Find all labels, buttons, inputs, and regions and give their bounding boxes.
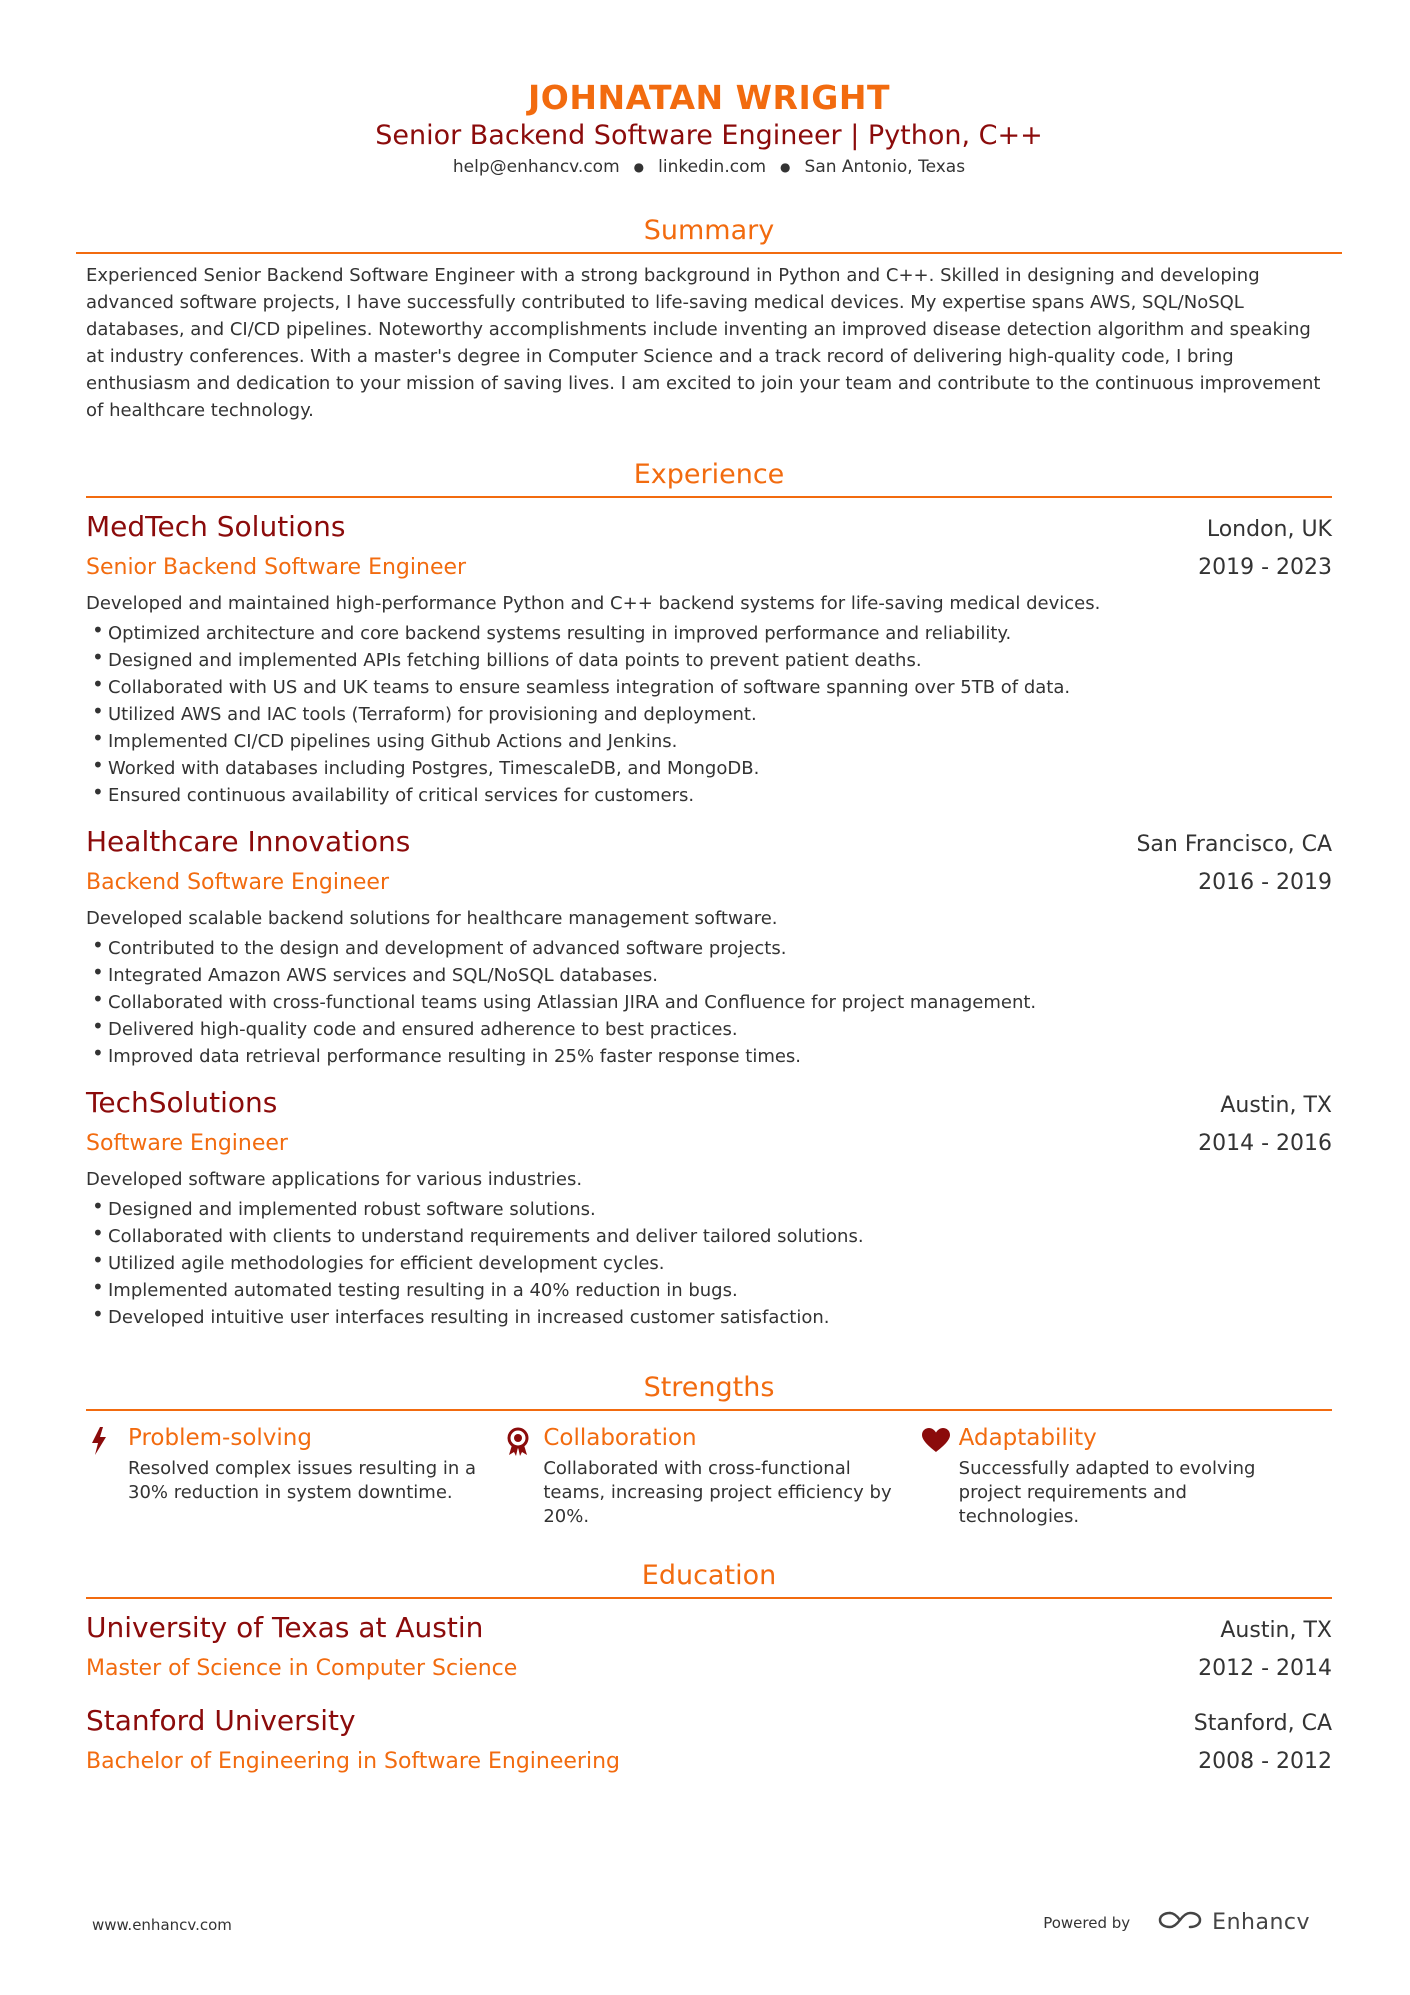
job-location: London, UK [1206, 517, 1332, 542]
section-heading-summary: Summary [643, 215, 775, 246]
strength-description: Resolved complex issues resulting in a 30% reduction in system downtime. [128, 1458, 477, 1503]
list-item: • Implemented automated testing resulting in a 40% reduction in bugs. [86, 1277, 1332, 1304]
summary-text: Experienced Senior Backend Software Engineer with a strong background in Python and C++. Skilled in designing and developing advanced software projects, I have successfully contributed to life-saving medical devices. My expertise spans AWS, SQL/NoSQL databases, and CI/CD pipelines. Noteworthy accomplishments include inventing an improved disease detection algorithm and speaking at industry conferences. With a master's degree in Computer Science and a track record of delivering high-quality code, I bring enthusiasm and dedication to your mission of saving lives. I am excited to join your team and contribute to the continuous improvement of healthcare technology. [86, 265, 1321, 421]
education-dates: 2012 - 2014 [1198, 1656, 1332, 1681]
education-degree: Bachelor of Engineering in Software Engineering [86, 1749, 620, 1774]
job-entry [86, 823, 1332, 1070]
section-heading-education: Education [641, 1560, 777, 1591]
separator-dot: ● [633, 160, 645, 174]
list-item: • Improved data retrieval performance resulting in 25% faster response times. [86, 1043, 1332, 1070]
list-item: • Collaborated with cross-functional teams using Atlassian JIRA and Confluence for project management. [86, 989, 1332, 1016]
job-entry [86, 508, 1332, 809]
list-item: • Contributed to the design and development of advanced software projects. [86, 935, 1332, 962]
section-divider [86, 1409, 1332, 1411]
education-location: Stanford, CA [1193, 1711, 1332, 1736]
list-item: • Designed and implemented robust software solutions. [86, 1196, 1332, 1223]
strength-item [917, 1421, 1332, 1529]
candidate-name: JOHNATAN WRIGHT [528, 78, 890, 117]
job-dates: 2019 - 2023 [1198, 555, 1332, 580]
footer-branding [1043, 1908, 1310, 1937]
job-location: Austin, TX [1220, 1093, 1332, 1118]
job-company: Healthcare Innovations [86, 825, 411, 858]
powered-by-label: Powered by [1043, 1913, 1131, 1932]
job-role: Backend Software Engineer [86, 870, 390, 895]
job-company: TechSolutions [86, 1086, 278, 1119]
candidate-title: Senior Backend Software Engineer | Python, C++ [375, 120, 1043, 151]
job-description: Developed software applications for various industries. [86, 1169, 583, 1190]
experience-section [86, 458, 1332, 1331]
separator-dot: ● [780, 160, 791, 174]
job-description: Developed scalable backend solutions for healthcare management software. [86, 908, 778, 929]
job-bullets [86, 1196, 1332, 1331]
section-divider [86, 1597, 1332, 1599]
heart-icon [917, 1421, 959, 1529]
strength-title: Problem-solving [128, 1425, 312, 1451]
education-school: University of Texas at Austin [86, 1611, 484, 1644]
list-item: • Optimized architecture and core backend systems resulting in improved performance and reliability. [86, 620, 1332, 647]
strength-title: Collaboration [543, 1425, 697, 1451]
strengths-section [86, 1371, 1332, 1529]
list-item: • Utilized AWS and IAC tools (Terraform) for provisioning and deployment. [86, 701, 1332, 728]
list-item: • Implemented CI/CD pipelines using Github Actions and Jenkins. [86, 728, 1332, 755]
education-entry [86, 1702, 1332, 1781]
job-dates: 2014 - 2016 [1198, 1131, 1332, 1156]
contact-location: San Antonio, Texas [804, 157, 966, 177]
award-icon [501, 1421, 543, 1529]
contact-email[interactable]: help@enhancv.com [452, 157, 620, 177]
footer-website[interactable]: www.enhancv.com [92, 1916, 232, 1934]
strengths-list [86, 1421, 1332, 1529]
job-description: Developed and maintained high-performance Python and C++ backend systems for life-saving medical devices. [86, 593, 1101, 614]
job-entry [86, 1084, 1332, 1331]
education-entry [86, 1609, 1332, 1688]
strength-title: Adaptability [958, 1425, 1097, 1451]
section-heading-experience: Experience [633, 459, 785, 490]
enhancv-logo-icon [1156, 1908, 1204, 1937]
list-item: • Ensured continuous availability of critical services for customers. [86, 782, 1332, 809]
education-dates: 2008 - 2012 [1198, 1749, 1332, 1774]
list-item: • Delivered high-quality code and ensured adherence to best practices. [86, 1016, 1332, 1043]
list-item: • Integrated Amazon AWS services and SQL/NoSQL databases. [86, 962, 1332, 989]
education-school: Stanford University [86, 1704, 356, 1737]
job-role: Senior Backend Software Engineer [86, 555, 467, 580]
list-item: • Utilized agile methodologies for efficient development cycles. [86, 1250, 1332, 1277]
section-divider [76, 252, 1342, 254]
job-dates: 2016 - 2019 [1198, 870, 1332, 895]
list-item: • Designed and implemented APIs fetching billions of data points to prevent patient deaths. [86, 647, 1332, 674]
job-bullets [86, 935, 1332, 1070]
job-role: Software Engineer [86, 1131, 288, 1156]
education-location: Austin, TX [1220, 1618, 1332, 1643]
brand-name[interactable]: Enhancv [1212, 1910, 1310, 1935]
education-section [86, 1559, 1332, 1781]
job-company: MedTech Solutions [86, 510, 346, 543]
summary-section [86, 214, 1332, 424]
list-item: • Developed intuitive user interfaces resulting in increased customer satisfaction. [86, 1304, 1332, 1331]
resume-header [86, 0, 1332, 180]
strength-description: Collaborated with cross-functional teams, increasing project efficiency by 20%. [543, 1458, 892, 1527]
list-item: • Worked with databases including Postgres, TimescaleDB, and MongoDB. [86, 755, 1332, 782]
lightning-icon [86, 1421, 128, 1529]
section-heading-strengths: Strengths [643, 1372, 775, 1403]
resume-page [86, 0, 1332, 1995]
education-degree: Master of Science in Computer Science [86, 1656, 518, 1681]
job-location: San Francisco, CA [1136, 832, 1332, 857]
contact-line [86, 154, 1332, 180]
job-bullets [86, 620, 1332, 809]
section-divider [86, 496, 1332, 498]
contact-linkedin[interactable]: linkedin.com [658, 157, 767, 177]
strength-item [501, 1421, 916, 1529]
list-item: • Collaborated with clients to understand requirements and deliver tailored solutions. [86, 1223, 1332, 1250]
strength-item [86, 1421, 501, 1529]
strength-description: Successfully adapted to evolving project requirements and technologies. [958, 1458, 1256, 1527]
list-item: • Collaborated with US and UK teams to ensure seamless integration of software spanning over 5TB of data. [86, 674, 1332, 701]
